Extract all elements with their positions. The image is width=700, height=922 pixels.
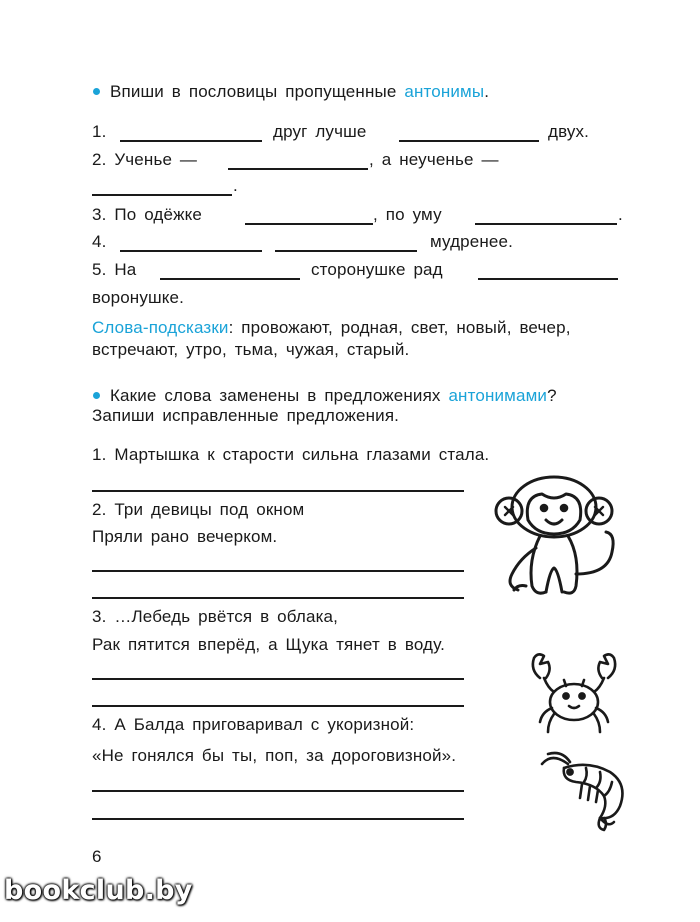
hints-label: Слова-подсказки bbox=[92, 318, 229, 337]
answer-blank[interactable] bbox=[92, 194, 232, 196]
bullet-icon bbox=[93, 392, 100, 399]
proverb-1-num: 1. bbox=[92, 122, 107, 141]
answer-blank[interactable] bbox=[120, 140, 262, 142]
watermark-bookclub: bookclub.by bbox=[4, 875, 193, 906]
answer-line[interactable] bbox=[92, 818, 464, 820]
monkey-illustration bbox=[484, 474, 624, 602]
proverb-5-mid: сторонушке рад bbox=[311, 260, 443, 279]
page-number: 6 bbox=[92, 847, 102, 866]
proverb-2-cont: . bbox=[233, 176, 238, 195]
crab-illustration bbox=[526, 650, 622, 738]
sentence-4-line1: 4. А Балда приговаривал с укоризной: bbox=[92, 715, 415, 734]
answer-blank[interactable] bbox=[475, 223, 617, 225]
proverb-1-end: двух. bbox=[548, 122, 590, 141]
answer-blank[interactable] bbox=[160, 278, 300, 280]
answer-line[interactable] bbox=[92, 597, 464, 599]
answer-blank[interactable] bbox=[399, 140, 539, 142]
proverb-2-mid: , а неученье — bbox=[369, 150, 499, 169]
term-antonyms: антонимами bbox=[448, 386, 548, 405]
task2-instruction-line2: Запиши исправленные предложения. bbox=[92, 406, 400, 425]
bullet-icon bbox=[93, 88, 100, 95]
hints: Слова-подсказки: провожают, родная, свет, новый, вечер, bbox=[92, 318, 571, 337]
sentence-4-line2: «Не гонялся бы ты, поп, за дороговизной». bbox=[92, 746, 457, 765]
answer-blank[interactable] bbox=[228, 168, 368, 170]
proverb-2-start: 2. Ученье — bbox=[92, 150, 198, 169]
task1-instruction: Впиши в пословицы пропущенные антонимы. bbox=[110, 82, 490, 101]
proverb-4-num: 4. bbox=[92, 232, 107, 251]
answer-blank[interactable] bbox=[245, 223, 373, 225]
proverb-3-mid: , по уму bbox=[373, 205, 442, 224]
proverb-5-start: 5. На bbox=[92, 260, 137, 279]
answer-blank[interactable] bbox=[275, 250, 417, 252]
sentence-2-line2: Пряли рано вечерком. bbox=[92, 527, 278, 546]
answer-line[interactable] bbox=[92, 678, 464, 680]
sentence-3-line2: Рак пятится вперёд, а Щука тянет в воду. bbox=[92, 635, 445, 654]
sentence-1: 1. Мартышка к старости сильна глазами стала. bbox=[92, 445, 490, 464]
answer-line[interactable] bbox=[92, 570, 464, 572]
answer-blank[interactable] bbox=[120, 250, 262, 252]
answer-line[interactable] bbox=[92, 490, 464, 492]
proverb-3-end: . bbox=[618, 205, 623, 224]
proverb-4-end: мудренее. bbox=[430, 232, 514, 251]
hints-line2: встречают, утро, тьма, чужая, старый. bbox=[92, 340, 410, 359]
answer-line[interactable] bbox=[92, 705, 464, 707]
proverb-1-mid: друг лучше bbox=[273, 122, 367, 141]
proverb-3-start: 3. По одёжке bbox=[92, 205, 203, 224]
sentence-2-line1: 2. Три девицы под окном bbox=[92, 500, 305, 519]
shrimp-illustration bbox=[538, 750, 632, 832]
proverb-5-cont: воронушке. bbox=[92, 288, 185, 307]
term-antonyms: антонимы bbox=[404, 82, 485, 101]
answer-line[interactable] bbox=[92, 790, 464, 792]
sentence-3-line1: 3. …Лебедь рвётся в облака, bbox=[92, 607, 339, 626]
answer-blank[interactable] bbox=[478, 278, 618, 280]
task2-instruction: Какие слова заменены в предложениях антонимами? bbox=[110, 386, 557, 405]
